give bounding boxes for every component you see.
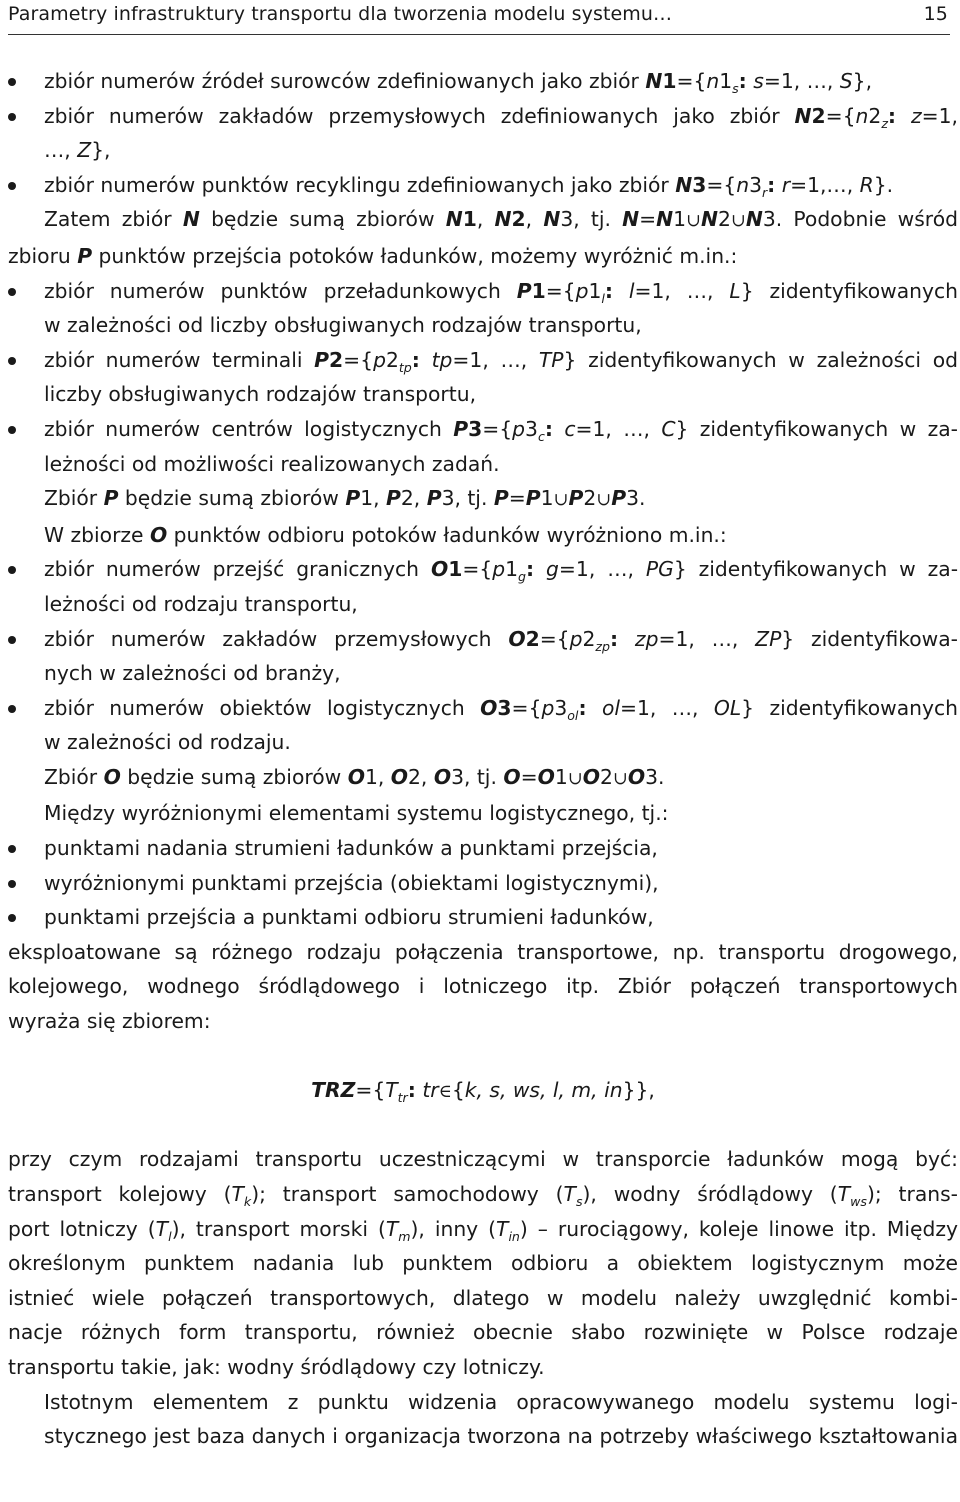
bullet-item (8, 99, 958, 168)
text-line: eksploatowane są różnego rodzaju połączenia transportowe, np. transportu drogowego, (8, 939, 958, 964)
spacer (8, 1039, 958, 1074)
text-line: wyraża się zbiorem: (8, 1009, 211, 1034)
bullet-item (8, 552, 958, 621)
text-line: zbiór numerów zakładów przemysłowych zdefiniowanych jako zbiór $N2=\{n2_z$: z=1, (44, 103, 958, 131)
page-number: 15 (923, 3, 948, 25)
text-line: zbiór numerów punktów przeładunkowych $P1=\{p1_l$: l=1, …, L} zidentyfikowanych (44, 278, 958, 306)
text-line: …, Z}, (44, 138, 111, 163)
indented-paragraph (8, 518, 958, 553)
text-line: określonym punktem nadania lub punktem odbioru a obiektem logistycznym może (8, 1251, 958, 1276)
page-header (8, 0, 950, 35)
text-line: stycznego jest baza danych i organizacja tworzona na potrzeby właściwego kształtowania (44, 1424, 958, 1449)
text-line: zbiór numerów źródeł surowców zdefiniowanych jako zbiór $N1=\{n1_s$: s=1, …, S}, (44, 69, 873, 96)
text-line: liczby obsługiwanych rodzajów transportu, (44, 382, 477, 407)
text-line: W zbiorze O punktów odbioru potoków ładunków wyróżniono m.in.: (44, 522, 727, 547)
text-line: istnieć wiele połączeń transportowych, dlatego w modelu należy uwzględnić kombi- (8, 1285, 958, 1310)
text-line: zbiór numerów zakładów przemysłowych $O2=\{p2_{zp}$: zp=1, …, ZP} zidentyfikowa- (44, 626, 958, 654)
text-line: zbiór numerów punktów recyklingu zdefiniowanych jako zbiór $N3=\{n3_r$: r=1,…, R}. (44, 172, 894, 200)
paragraph (8, 1142, 958, 1384)
text-line: transportu takie, jak: wodny śródlądowy czy lotniczy. (8, 1354, 545, 1379)
text-line: leżności od rodzaju transportu, (44, 591, 358, 616)
spacer (8, 1108, 958, 1143)
bullet-item (8, 168, 958, 203)
text-line: przy czym rodzajami transportu uczestniczącymi w transporcie ładunków mogą być: (8, 1147, 958, 1172)
text-line: wyróżnionymi punktami przejścia (obiektami logistycznymi), (44, 870, 659, 895)
bullet-item (8, 64, 958, 99)
indented-paragraph (8, 760, 958, 797)
text-line: punktami przejścia a punktami odbioru strumieni ładunków, (44, 905, 654, 930)
text-line: Zbiór P będzie sumą zbiorów P1, P2, P3, tj. P=P1∪P2∪P3. (44, 486, 646, 511)
bullet-item (8, 412, 958, 481)
text-line: Istotnym elementem z punktu widzenia opracowywanego modelu systemu logi- (44, 1389, 958, 1414)
text-line: nacje różnych form transportu, również obecnie słabo rozwinięte w Polsce rodzaje (8, 1320, 958, 1345)
indented-paragraph (8, 796, 958, 831)
text-line: nych w zależności od branży, (44, 661, 341, 686)
text-line: zbiór numerów terminali $P2=\{p2_{tp}$: tp=1, …, TP} zidentyfikowanych w zależności od (44, 347, 958, 375)
text-line: $TRZ=\{T_{tr}$: tr∈{k, s, ws, l, m, in}}, (311, 1078, 655, 1106)
bullet-item (8, 831, 958, 866)
bullet-item (8, 691, 958, 760)
document-body (8, 64, 958, 1454)
text-line: transport kolejowy $(T_k)$; transport samochodowy $(T_s)$, wodny śródlądowy $(T_{ws})$; trans- (8, 1182, 959, 1209)
paragraph (8, 239, 958, 274)
paragraph (8, 935, 958, 1039)
bullet-item (8, 900, 958, 935)
text-line: w zależności od liczby obsługiwanych rodzajów transportu, (44, 313, 642, 338)
text-line: Między wyróżnionymi elementami systemu logistycznego, tj.: (44, 801, 669, 826)
bullet-item (8, 274, 958, 343)
indented-paragraph (8, 202, 958, 239)
text-line: kolejowego, wodnego śródlądowego i lotniczego itp. Zbiór połączeń transportowych (8, 974, 958, 999)
text-line: punktami nadania strumieni ładunków a punktami przejścia, (44, 836, 658, 861)
paragraph (8, 1385, 958, 1454)
text-line: w zależności od rodzaju. (44, 730, 291, 755)
text-line: Zatem zbiór N będzie sumą zbiorów N1, N2, N3, tj. N=N1∪N2∪N3. Podobnie wśród (44, 207, 958, 232)
text-line: zbiór numerów centrów logistycznych $P3=\{p3_c$: c=1, …, C} zidentyfikowanych w za- (44, 416, 959, 444)
text-line: zbioru P punktów przejścia potoków ładunków, możemy wyróżnić m.in.: (8, 243, 738, 268)
indented-paragraph (8, 481, 958, 518)
running-title: Parametry infrastruktury transportu dla tworzenia modelu systemu… (8, 3, 673, 25)
bullet-item (8, 866, 958, 901)
text-line: port lotniczy $(T_l)$, transport morski $(T_m)$, inny $(T_{in})$ – rurociągowy, koleje linowe itp. Między (8, 1216, 958, 1244)
text-line: zbiór numerów przejść granicznych $O1=\{p1_g$: g=1, …, PG} zidentyfikowanych w za- (44, 557, 959, 585)
formula (8, 1073, 958, 1108)
bullet-item (8, 343, 958, 412)
text-line: Zbiór O będzie sumą zbiorów O1, O2, O3, tj. O=O1∪O2∪O3. (44, 764, 665, 789)
bullet-item (8, 622, 958, 691)
text-line: leżności od możliwości realizowanych zadań. (44, 451, 500, 476)
text-line: zbiór numerów obiektów logistycznych $O3=\{p3_{ol}$: ol=1, …, OL} zidentyfikowanych (44, 695, 959, 723)
